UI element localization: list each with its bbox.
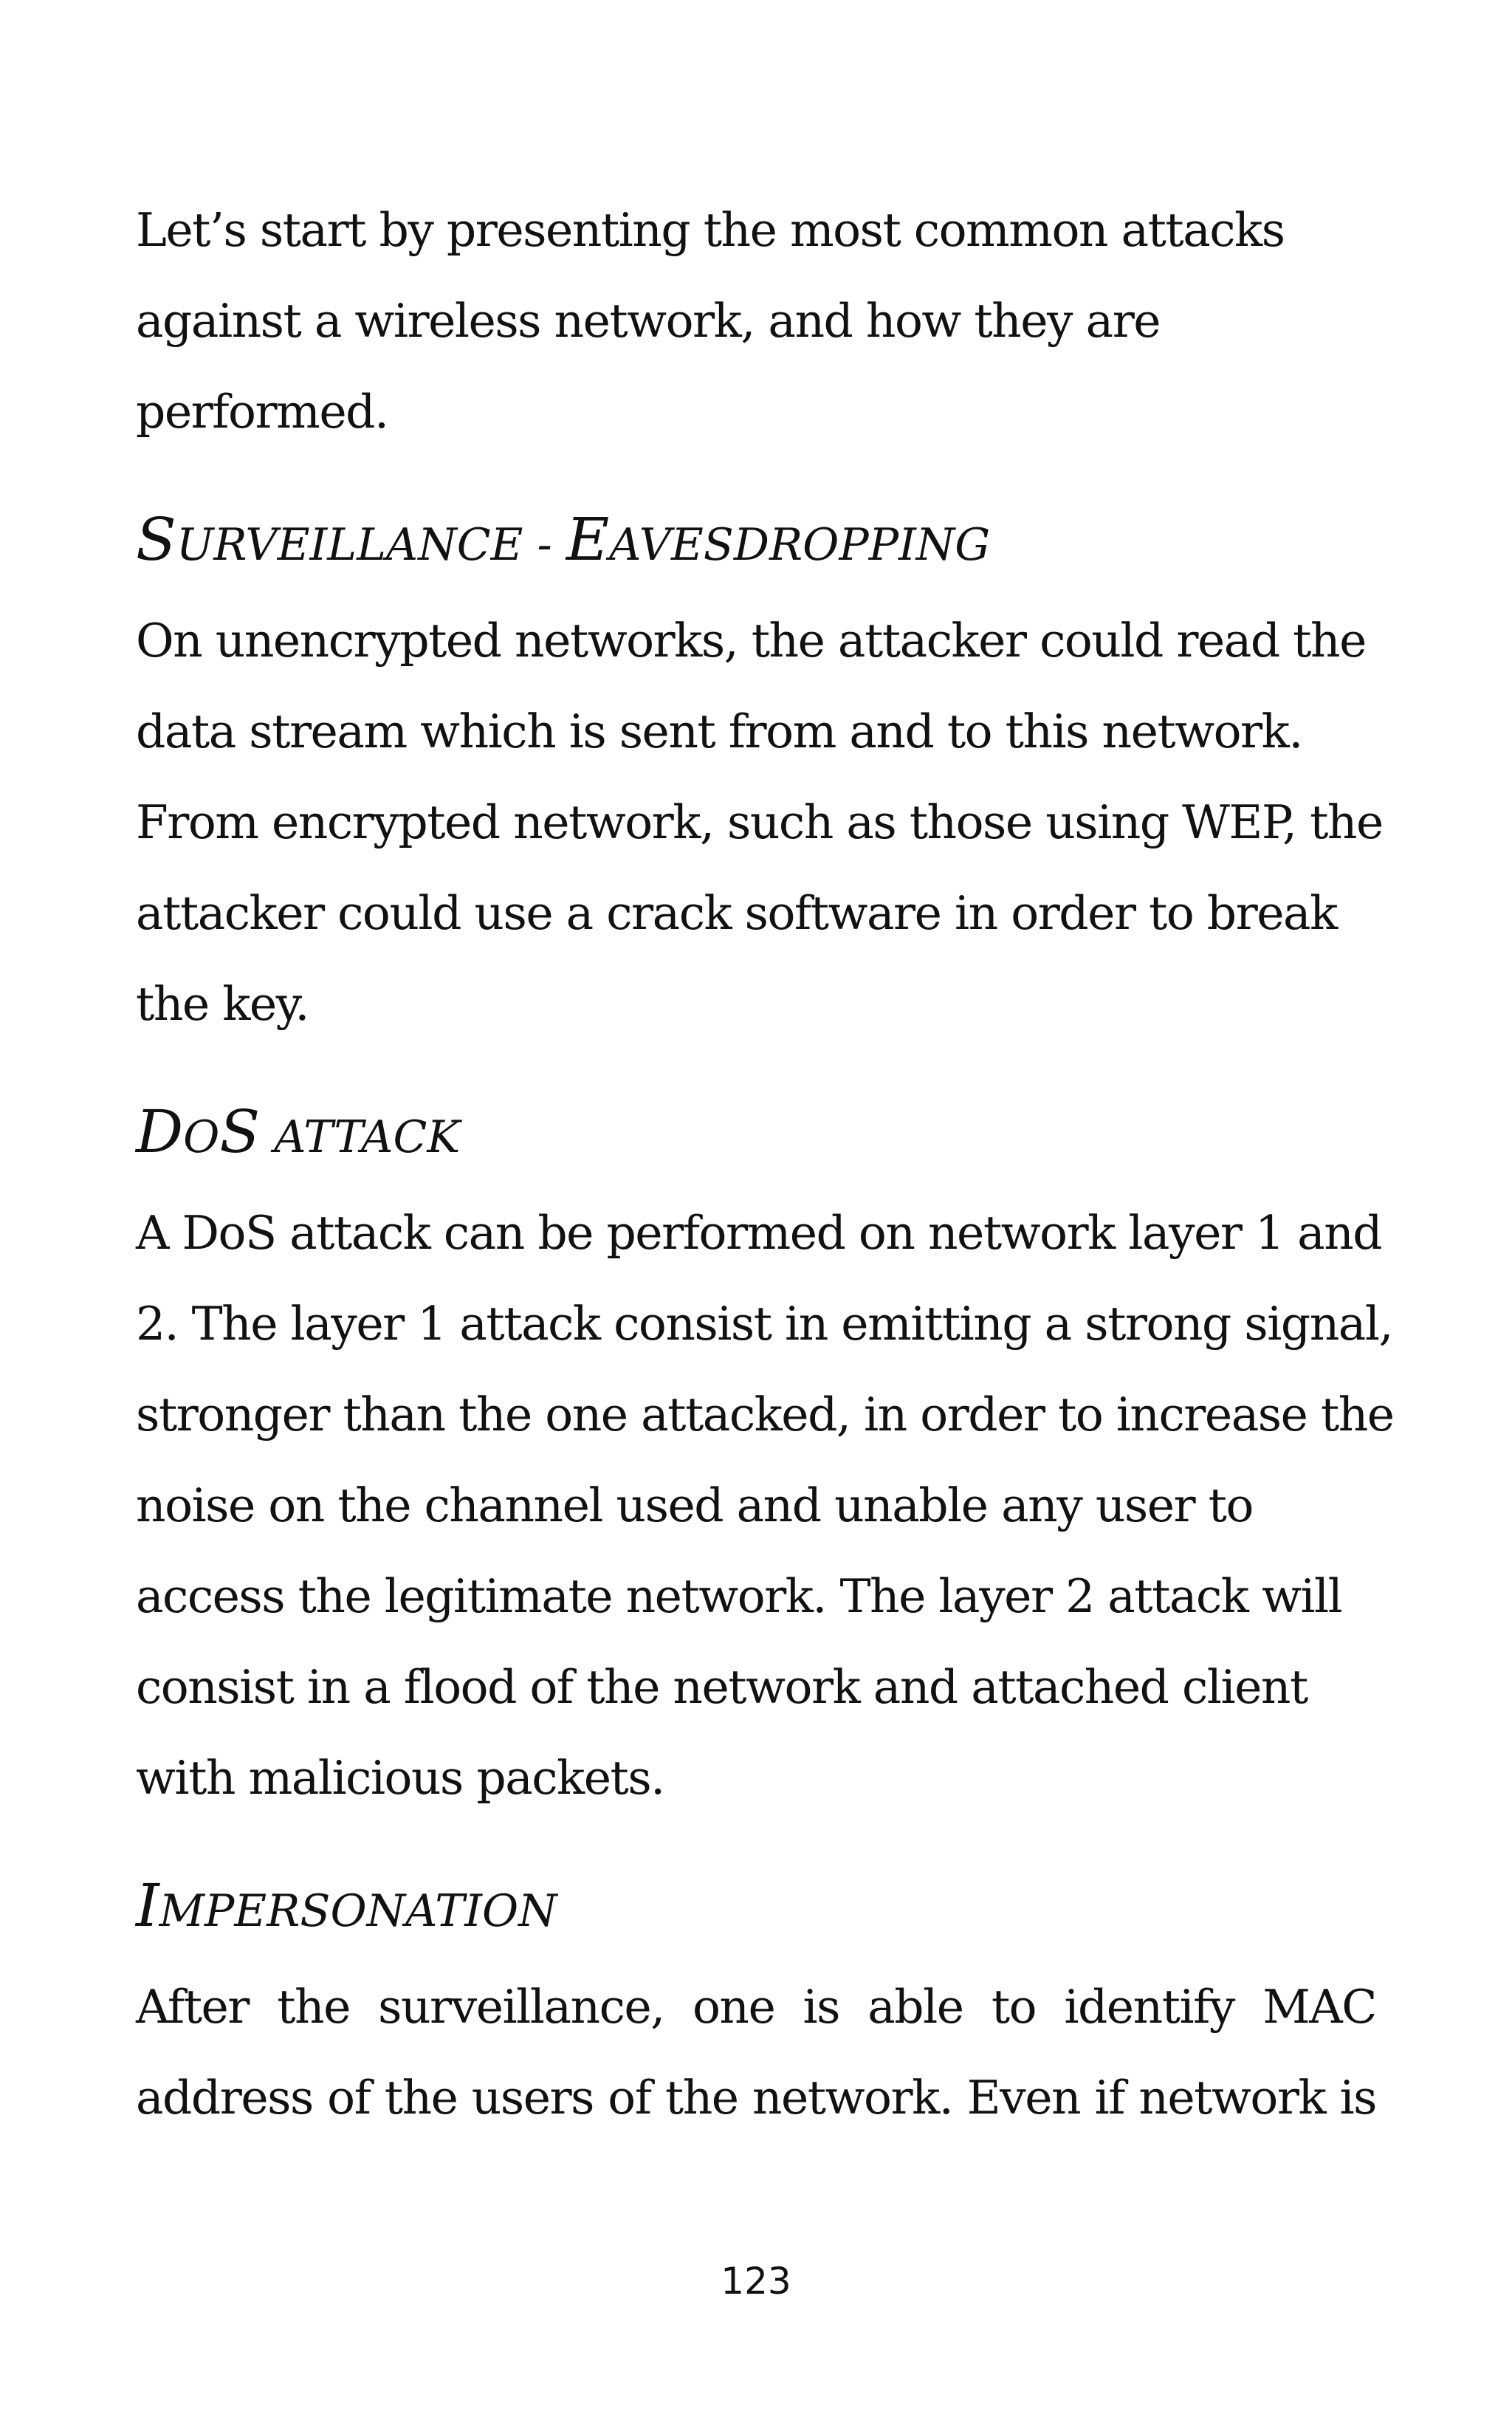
word: MAC [1262,1980,1376,2034]
text-line: data stream which is sent from and to this network. [136,705,1302,758]
word: if [1094,2071,1124,2125]
word: of [608,2071,651,2125]
intro-paragraph [136,185,1376,457]
word: users [471,2071,594,2125]
text-line: stronger than the one attacked, in order to increase the [136,1388,1394,1442]
text-line: From encrypted network, such as those using WEP, the [136,795,1383,849]
text-line: performed. [136,385,388,439]
word: of [327,2071,371,2125]
word: the [664,2071,738,2125]
word: is [803,1980,839,2034]
text-line: attacker could use a crack software in order to break [136,886,1337,940]
surveillance-paragraph [136,595,1383,1049]
word: the [384,2071,458,2125]
word: is [1339,2071,1376,2125]
text-line: noise on the channel used and unable any user to [136,1478,1253,1532]
word: network. [752,2071,953,2125]
word: Even [966,2071,1081,2125]
word: the [277,1980,350,2034]
text-line: On unencrypted networks, the attacker could read the [136,614,1366,668]
impersonation-paragraph [136,1961,1376,2143]
word: one [692,1980,775,2034]
word: After [136,1980,249,2034]
word: able [867,1980,963,2034]
justified-line [136,2052,1376,2143]
word: to [991,1980,1037,2034]
text-line: access the legitimate network. The layer 2 attack will [136,1569,1342,1623]
text-line: with malicious packets. [136,1751,664,1805]
text-line: against a wireless network, and how they are [136,294,1161,348]
dos-paragraph [136,1187,1394,1823]
word: surveillance, [378,1980,664,2034]
page-body [136,185,1394,2143]
text-line: A DoS attack can be performed on network layer 1 and [136,1206,1382,1260]
word: address [136,2071,313,2125]
section-heading-impersonation: IMPERSONATION [136,1871,557,1940]
text-line: consist in a flood of the network and attached client [136,1660,1307,1714]
word: identify [1064,1980,1235,2034]
text-line: Let’s start by presenting the most common attacks [136,203,1285,257]
word: network [1138,2071,1326,2125]
justified-line [136,1961,1376,2052]
text-line: 2. The layer 1 attack consist in emitting a strong signal, [136,1297,1393,1351]
page-number: 123 [721,2260,791,2303]
section-heading-surveillance: SURVEILLANCE - EAVESDROPPING [136,505,991,574]
section-heading-dos-attack: DOS ATTACK [136,1097,461,1166]
text-line: the key. [136,977,309,1031]
